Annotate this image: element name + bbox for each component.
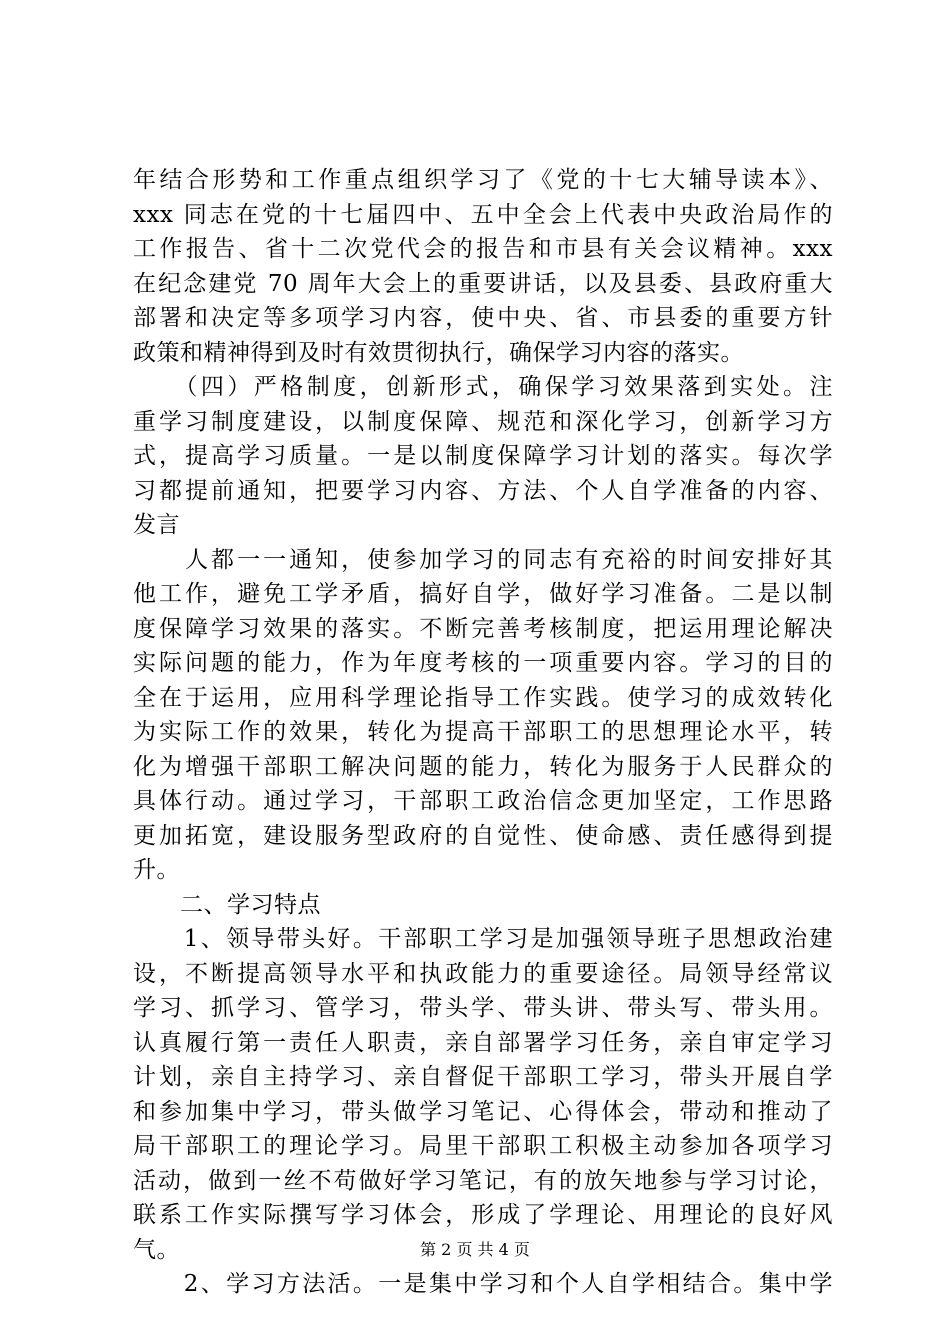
- text-line: 年结合形势和工作重点组织学习了《党的十七大辅导读本》、: [133, 167, 833, 193]
- text-line: 他工作，避免工学矛盾，搞好自学，做好学习准备。二是以制: [133, 581, 833, 607]
- text-line: 和参加集中学习，带头做学习笔记、心得体会，带动和推动了: [133, 1098, 833, 1125]
- text-line: 升。: [133, 857, 180, 883]
- document-body: [133, 163, 833, 1302]
- text-line: 设，不断提高领导水平和执政能力的重要途径。局领导经常议: [133, 960, 833, 987]
- text-line: 化为增强干部职工解决问题的能力，转化为服务于人民群众的: [133, 753, 833, 780]
- text-line: 联系工作实际撰写学习体会，形成了学理论、用理论的良好风: [133, 1202, 833, 1228]
- text-line: 为实际工作的效果，转化为提高干部职工的思想理论水平，转: [133, 719, 833, 745]
- text-line: 气。: [133, 1236, 180, 1263]
- text-line: 学习、抓学习、管学习，带头学、带头讲、带头写、带头用。: [133, 995, 833, 1021]
- text-line: 政策和精神得到及时有效贯彻执行，确保学习内容的落实。: [133, 339, 744, 366]
- text-line: 度保障学习效果的落实。不断完善考核制度，把运用理论解决: [133, 615, 833, 642]
- text-line: 认真履行第一责任人职责，亲自部署学习任务，亲自审定学习: [133, 1029, 833, 1056]
- text-line: 部署和决定等多项学习内容，使中央、省、市县委的重要方针: [133, 305, 833, 331]
- text-line: 习都提前通知，把要学习内容、方法、个人自学准备的内容、: [133, 477, 833, 504]
- text-line: 更加拓宽，建设服务型政府的自觉性、使命感、责任感得到提: [133, 822, 833, 849]
- text-line: 全在于运用，应用科学理论指导工作实践。使学习的成效转化: [133, 684, 833, 711]
- text-line: 1、领导带头好。干部职工学习是加强领导班子思想政治建: [133, 926, 833, 952]
- text-line: 具体行动。通过学习，干部职工政治信念更加坚定，工作思路: [133, 788, 833, 814]
- text-line: 局干部职工的理论学习。局里干部职工积极主动参加各项学习: [133, 1133, 833, 1159]
- text-line: 重学习制度建设，以制度保障、规范和深化学习，创新学习方: [133, 408, 833, 435]
- text-line: 活动，做到一丝不苟做好学习笔记，有的放矢地参与学习讨论，: [133, 1167, 833, 1194]
- text-line: （四）严格制度，创新形式，确保学习效果落到实处。注: [133, 374, 833, 400]
- text-line: 二、学习特点: [133, 891, 321, 918]
- text-line: xxx 同志在党的十七届四中、五中全会上代表中央政治局作的: [133, 201, 833, 228]
- text-line: 实际问题的能力，作为年度考核的一项重要内容。学习的目的: [133, 650, 833, 676]
- text-line: 计划，亲自主持学习、亲自督促干部职工学习，带头开展自学: [133, 1064, 833, 1090]
- text-line: 工作报告、省十二次党代会的报告和市县有关会议精神。xxx: [133, 236, 833, 262]
- text-line: 在纪念建党 70 周年大会上的重要讲话，以及县委、县政府重大: [133, 270, 833, 297]
- text-line: 人都一一通知，使参加学习的同志有充裕的时间安排好其: [133, 546, 833, 573]
- page-footer: 第 2 页 共 4 页: [420, 1240, 530, 1259]
- text-line: 2、学习方法活。一是集中学习和个人自学相结合。集中学: [133, 1271, 833, 1297]
- text-line: 式，提高学习质量。一是以制度保障学习计划的落实。每次学: [133, 443, 833, 469]
- text-line: 发言: [133, 512, 180, 538]
